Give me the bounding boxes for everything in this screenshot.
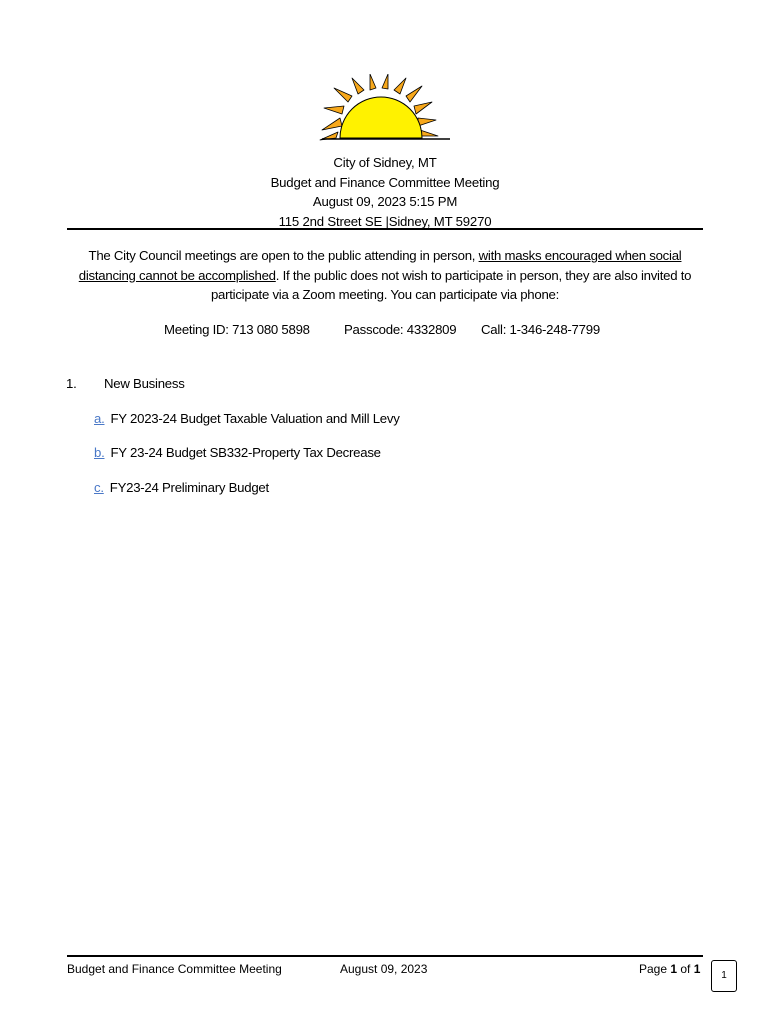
intro-text-2: . If the public does not wish to participate in person, they are also invited to participate via a Zoom meeting. You can participate via phone: bbox=[210, 267, 692, 303]
sun-icon bbox=[318, 74, 454, 146]
intro-underlined-text: with masks encouraged when social distancing cannot be accomplished bbox=[78, 248, 682, 283]
agenda-item-text: FY 2023-24 Budget Taxable Valuation and Mill Levy bbox=[110, 411, 400, 426]
meeting-address: 115 2nd Street SE |Sidney, MT 59270 bbox=[278, 213, 492, 229]
intro-paragraph bbox=[60, 246, 710, 305]
page-total: 1 bbox=[693, 962, 701, 976]
footer-page-number bbox=[639, 962, 700, 976]
section-title: New Business bbox=[104, 376, 185, 391]
meeting-header bbox=[0, 153, 770, 231]
meeting-id: Meeting ID: 713 080 5898 bbox=[164, 322, 310, 337]
footer-date: August 09, 2023 bbox=[340, 962, 428, 976]
meeting-title: Budget and Finance Committee Meeting bbox=[270, 174, 500, 190]
passcode: Passcode: 4332809 bbox=[344, 322, 457, 337]
agenda-item bbox=[94, 411, 400, 426]
meeting-datetime: August 09, 2023 5:15 PM bbox=[312, 194, 458, 210]
agenda-item-link[interactable]: c. bbox=[94, 480, 104, 495]
section-number: 1. bbox=[66, 376, 77, 391]
page-indicator-badge[interactable]: 1 bbox=[711, 960, 737, 992]
agenda-item-link[interactable]: b. bbox=[94, 445, 105, 460]
agenda-item-link[interactable]: a. bbox=[94, 411, 105, 426]
page-of: of bbox=[677, 962, 694, 976]
city-name: City of Sidney, MT bbox=[333, 155, 437, 170]
header-divider bbox=[67, 228, 703, 230]
agenda-item bbox=[94, 445, 381, 460]
intro-text-1: The City Council meetings are open to the public attending in person, bbox=[88, 248, 479, 263]
page-prefix: Page bbox=[639, 962, 671, 976]
footer-left: Budget and Finance Committee Meeting bbox=[67, 962, 282, 976]
agenda-item bbox=[94, 480, 269, 495]
agenda-item-text: FY23-24 Preliminary Budget bbox=[109, 480, 269, 495]
footer-divider bbox=[67, 955, 703, 957]
agenda-item-text: FY 23-24 Budget SB332-Property Tax Decrease bbox=[110, 445, 381, 460]
page-current: 1 bbox=[670, 962, 678, 976]
call-number: Call: 1-346-248-7799 bbox=[481, 322, 600, 337]
